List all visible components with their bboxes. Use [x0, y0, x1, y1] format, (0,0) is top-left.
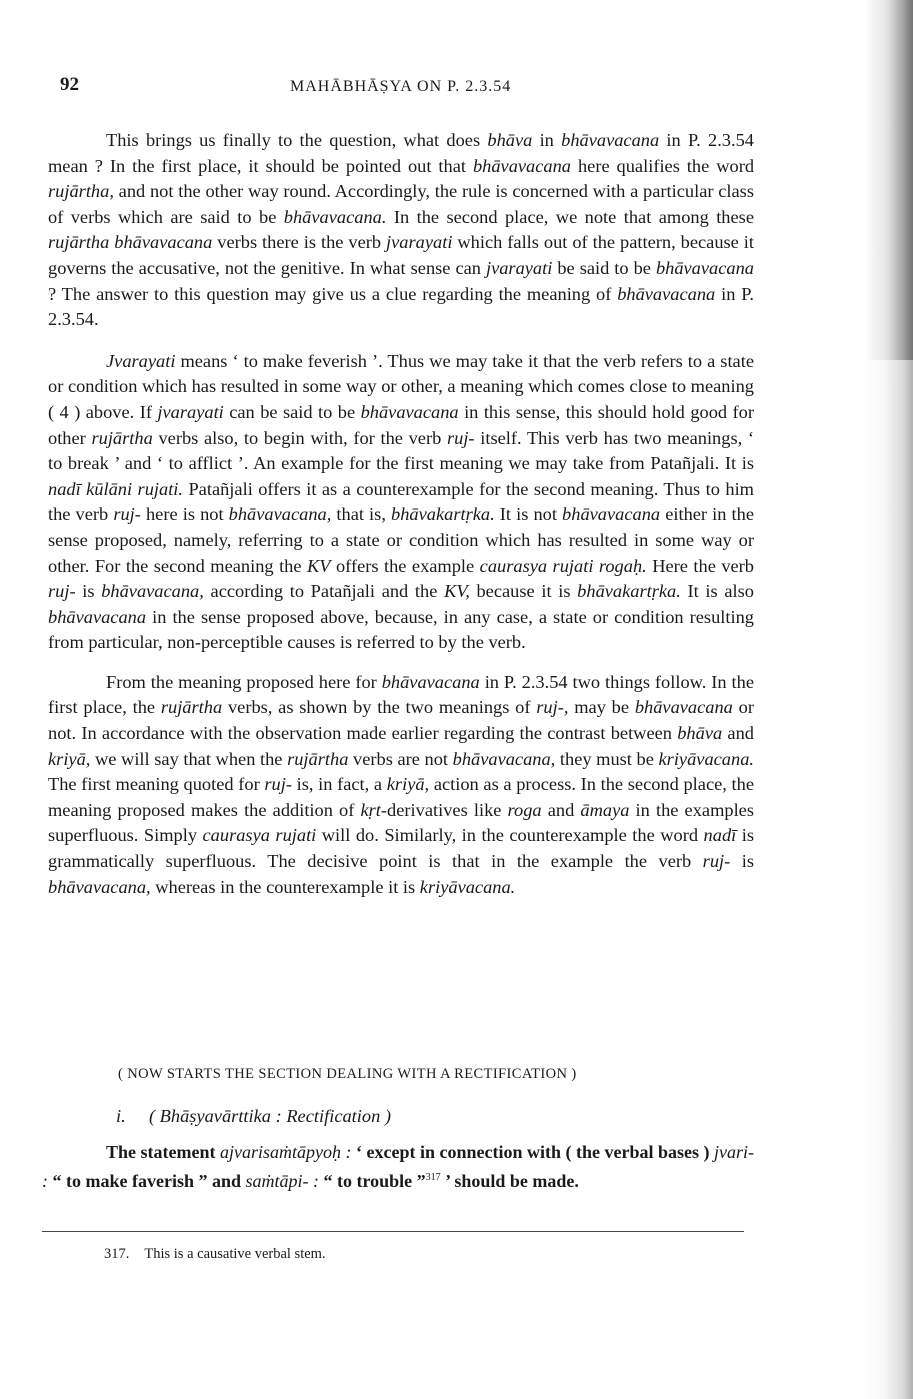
- italic-term: bhāva: [487, 130, 533, 150]
- italic-term: bhāvavacana: [472, 155, 572, 176]
- italic-term: bhāvavacana.: [283, 206, 387, 227]
- italic-term: bhāvakartṛka.: [391, 504, 495, 525]
- text-run: is grammatically superfluous. The decisive point is that in the example the verb: [48, 825, 754, 872]
- text-run: From the meaning proposed here for: [106, 671, 382, 692]
- italic-term: ruj-: [48, 581, 76, 602]
- italic-term: bhāvavacana: [381, 671, 480, 692]
- text-run: This brings us finally to the question, what does: [106, 130, 488, 150]
- paragraph-3: [48, 670, 754, 900]
- italic-term: bhāvavacana,: [228, 504, 332, 525]
- text-run: in the examples superfluous. Simply: [48, 799, 755, 846]
- italic-term: ruj-: [702, 851, 731, 872]
- italic-term: Jvarayati: [106, 350, 176, 371]
- text-run: verbs there is the verb: [212, 232, 387, 253]
- subsection-number: i.: [116, 1106, 126, 1126]
- text-run: is: [730, 851, 754, 872]
- italic-term: jvarayati: [386, 232, 453, 253]
- italic-term: KV: [307, 555, 331, 576]
- italic-term: caurasya rujati: [202, 825, 317, 846]
- text-run: in P. 2.3.54.: [48, 283, 754, 330]
- italic-term: kriyā,: [48, 748, 91, 769]
- text-run: here qualifies the word: [571, 155, 755, 176]
- text-run: or not. In accordance with the observation made earlier regarding the contrast between: [48, 697, 754, 744]
- italic-term: bhāvavacana: [360, 401, 459, 422]
- text-run: It is also: [680, 581, 754, 602]
- statement-text-1: The statement: [106, 1142, 220, 1162]
- text-run: in this sense, this should hold good for other: [48, 401, 754, 448]
- footnote-text: This is a causative verbal stem.: [144, 1246, 326, 1262]
- italic-term: bhāvavacana: [655, 257, 754, 278]
- text-run: may be: [568, 697, 635, 718]
- text-run: Here the verb: [646, 555, 754, 576]
- italic-term: bhāvavacana,: [48, 876, 151, 897]
- subsection-label: ( Bhāṣyavārttika : Rectification ): [148, 1106, 392, 1126]
- italic-term: caurasya rujati rogaḥ.: [479, 555, 647, 576]
- italic-term: bhāvavacana: [561, 130, 660, 150]
- paragraph-2: [48, 349, 754, 656]
- text-run: is: [75, 581, 102, 602]
- italic-term: ruj-: [113, 504, 141, 525]
- italic-term: KV,: [444, 581, 470, 602]
- italic-term: bhāvavacana,: [101, 581, 204, 602]
- subsection-heading: [116, 1106, 391, 1127]
- italic-term: kṛt: [360, 799, 381, 820]
- text-run: itself. This verb has two meanings, ‘ to break ’ and ‘ to afflict ’. An example for the first meaning we may take from Patañjali. It is: [48, 427, 754, 474]
- italic-term: bhāvavacana: [634, 697, 733, 718]
- text-run: according to Patañjali and the: [203, 581, 445, 602]
- text-run: and: [541, 799, 581, 820]
- italic-term: ruj-,: [536, 697, 569, 718]
- text-run: and not the other way round. Accordingly, the rule is concerned with a particular class of verbs which are said to be: [48, 181, 754, 227]
- italic-term: bhāvavacana: [562, 504, 661, 525]
- footnote-marker: 317: [425, 1172, 441, 1183]
- text-run: can be said to be: [223, 401, 361, 422]
- page-number: 92: [60, 74, 79, 95]
- italic-term: nadī kūlāni rujati.: [48, 478, 184, 499]
- text-run: whereas in the counterexample it is: [150, 876, 420, 897]
- statement-text-5: ’ should be made.: [440, 1171, 579, 1191]
- body-text: [48, 128, 754, 909]
- text-run: in P. 2.3.54 mean ? In the first place, it should be pointed out that: [48, 130, 754, 176]
- text-run: we will say that when the: [90, 748, 288, 769]
- italic-term: bhāvakartṛka.: [577, 581, 681, 602]
- statement-term-1: ajvarisaṁtāpyoḥ :: [220, 1142, 352, 1162]
- italic-term: ruj-: [446, 427, 475, 448]
- italic-term: rujārtha,: [48, 181, 114, 202]
- italic-term: rujārtha: [160, 697, 223, 718]
- text-run: in the sense proposed above, because, in any case, a state or condition resulting from particular, non-perceptible causes is referred to by the verb.: [48, 606, 754, 653]
- italic-term: rujārtha: [91, 427, 153, 448]
- statement-term-2: jvari- :: [42, 1142, 755, 1191]
- text-run: because it is: [469, 581, 578, 602]
- text-run: action as a process. In the second place, the meaning proposed makes the addition of: [48, 774, 755, 820]
- italic-term: ruj-: [264, 774, 292, 795]
- text-run: means ‘ to make feverish ’. Thus we may take it that the verb refers to a state or condition which has resulted in some way or other, a meaning which comes close to meaning ( 4 ) above. If: [48, 350, 754, 422]
- statement-term-3: saṁtāpi- :: [245, 1171, 319, 1191]
- italic-term: rujārtha: [287, 748, 349, 769]
- text-run: is, in fact, a: [291, 774, 387, 795]
- text-run: It is not: [494, 504, 563, 525]
- text-run: they must be: [555, 748, 659, 769]
- text-run: verbs are not: [348, 748, 453, 769]
- italic-term: āmaya: [580, 799, 630, 820]
- italic-term: bhāvavacana: [617, 283, 716, 304]
- text-run: here is not: [140, 504, 229, 525]
- italic-term: jvarayati: [485, 257, 553, 278]
- italic-term: bhāvavacana: [48, 606, 147, 627]
- statement-text-2: ‘ except in connection with ( the verbal bases ): [351, 1142, 715, 1162]
- statement-text-3: “ to make faverish ” and: [48, 1171, 246, 1191]
- italic-term: rujārtha bhāvavacana: [48, 232, 213, 253]
- footnote-number: 317.: [104, 1246, 130, 1262]
- text-run: Patañjali offers it as a counterexample for the second meaning. Thus to him the verb: [48, 478, 754, 525]
- text-run: offers the example: [330, 555, 480, 576]
- italic-term: jvarayati: [157, 401, 224, 422]
- running-head: MAHĀBHĀṢYA ON P. 2.3.54: [290, 78, 512, 95]
- text-run: ? The answer to this question may give us a clue regarding the meaning of: [48, 283, 618, 304]
- text-run: either in the sense proposed, namely, referring to a state or condition which has resulted in some way or other. For the second meaning the: [48, 504, 754, 576]
- italic-term: bhāvavacana,: [452, 748, 556, 769]
- text-run: in: [532, 130, 562, 150]
- italic-term: nadī: [703, 825, 737, 846]
- text-run: In the second place, we note that among these: [386, 206, 754, 227]
- text-run: -derivatives like: [380, 799, 508, 820]
- text-run: be said to be: [552, 257, 656, 278]
- section-heading: ( NOW STARTS THE SECTION DEALING WITH A RECTIFICATION ): [118, 1066, 577, 1082]
- text-run: and: [722, 723, 754, 744]
- text-run: which falls out of the pattern, because it governs the accusative, not the genitive. In what sense can: [48, 232, 755, 278]
- italic-term: roga: [507, 799, 542, 820]
- text-run: verbs also, to begin with, for the verb: [152, 427, 447, 448]
- text-run: will do. Similarly, in the counterexample the word: [316, 825, 704, 846]
- text-run: verbs, as shown by the two meanings of: [222, 697, 537, 718]
- scan-edge-shadow-top: [865, 0, 913, 360]
- footnote: [104, 1246, 326, 1263]
- statement-text-4: “ to trouble ”: [319, 1171, 426, 1191]
- italic-term: bhāva: [677, 723, 723, 744]
- italic-term: kriyāvacana.: [658, 748, 754, 769]
- paragraph-1: [48, 128, 754, 333]
- footnote-separator: [42, 1231, 744, 1232]
- text-run: The first meaning quoted for: [48, 774, 265, 795]
- rule-statement: [42, 1140, 754, 1194]
- text-run: that is,: [331, 504, 392, 525]
- italic-term: kriyāvacana.: [419, 876, 516, 897]
- text-run: in P. 2.3.54 two things follow. In the first place, the: [48, 671, 754, 718]
- italic-term: kriyā,: [386, 774, 430, 795]
